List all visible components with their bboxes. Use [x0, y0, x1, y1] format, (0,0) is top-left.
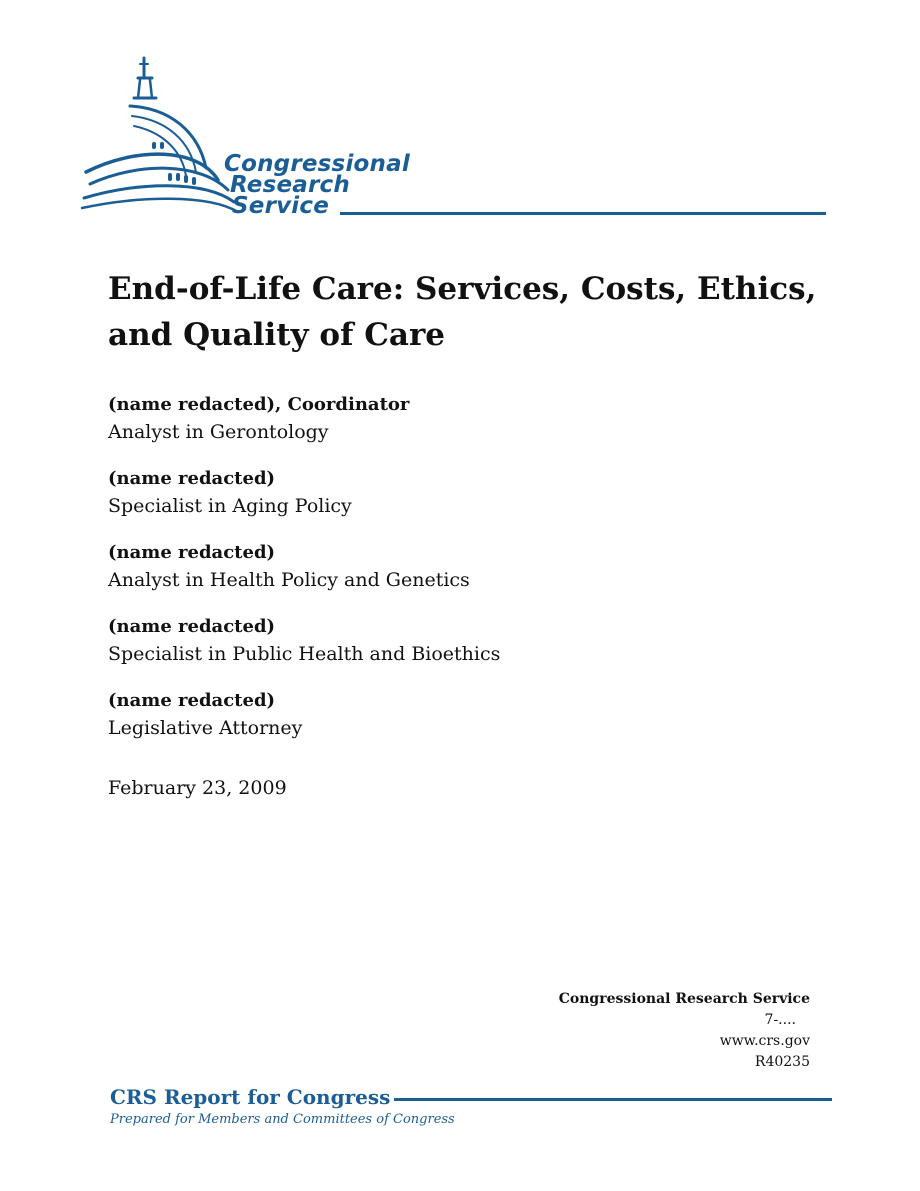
wordmark-line: Service — [232, 193, 330, 219]
crs-organization: Congressional Research Service — [558, 991, 810, 1007]
report-footer — [110, 1084, 832, 1130]
crs-logo — [78, 50, 838, 225]
author-list — [108, 392, 708, 762]
crs-info-block — [559, 988, 810, 1073]
author-role: Specialist in Aging Policy — [108, 495, 352, 517]
crs-wordmark — [224, 151, 410, 219]
author-name: (name redacted) — [108, 468, 276, 489]
crs-report-id: R40235 — [754, 1054, 810, 1070]
author-role: Legislative Attorney — [108, 717, 303, 739]
report-title: End-of-Life Care: Services, Costs, Ethics, and Quality of Care — [108, 271, 817, 353]
author-entry — [108, 392, 708, 446]
author-role: Analyst in Gerontology — [108, 421, 329, 443]
crs-number: 7-.... — [764, 1012, 796, 1028]
wordmark-line: Research — [230, 172, 350, 198]
author-entry — [108, 688, 708, 742]
crs-website: www.crs.gov — [719, 1033, 810, 1049]
report-footer-rule — [394, 1098, 832, 1101]
crs-report-subtitle: Prepared for Members and Committees of Congress — [110, 1112, 455, 1127]
author-name: (name redacted) — [108, 616, 276, 637]
wordmark-line: Congressional — [224, 151, 410, 177]
author-entry — [108, 540, 708, 594]
author-name: (name redacted), Coordinator — [108, 394, 410, 415]
author-entry — [108, 614, 708, 668]
crs-report-title: CRS Report for Congress — [110, 1085, 391, 1109]
logo-rule — [340, 212, 826, 215]
report-footer-head — [110, 1084, 832, 1110]
capitol-dome-icon — [78, 50, 248, 225]
author-role: Analyst in Health Policy and Genetics — [108, 569, 470, 591]
author-name: (name redacted) — [108, 690, 276, 711]
author-role: Specialist in Public Health and Bioethics — [108, 643, 501, 665]
author-entry — [108, 466, 708, 520]
author-name: (name redacted) — [108, 542, 276, 563]
report-date: February 23, 2009 — [108, 777, 287, 799]
